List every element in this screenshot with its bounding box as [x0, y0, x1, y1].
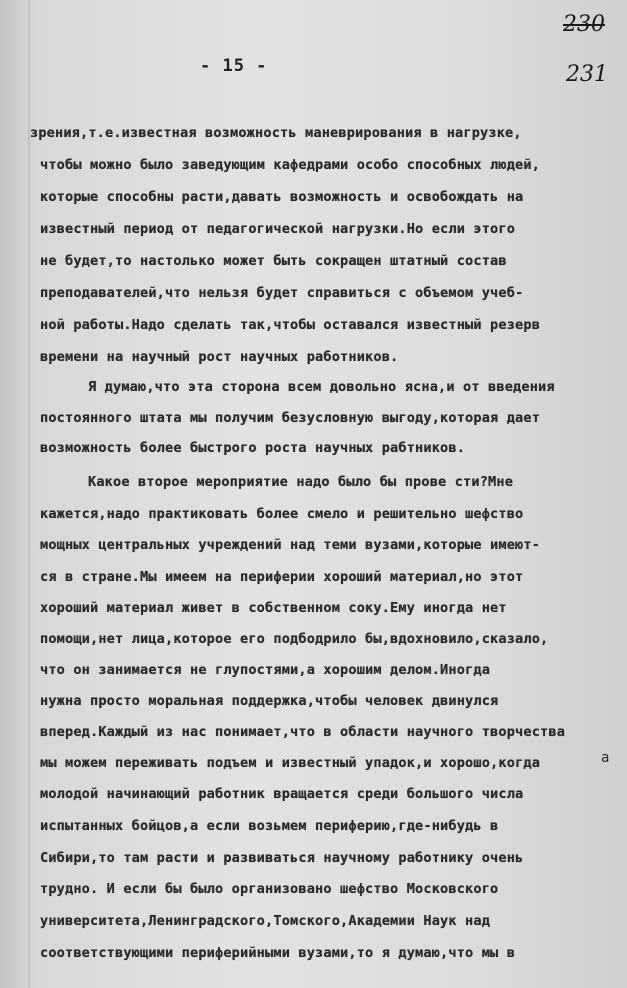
text-line: зрения,т.е.известная возможность маневрирования в нагрузке,	[30, 125, 522, 141]
text-line: Я думаю,что эта сторона всем довольно ясна,и от введения	[88, 379, 555, 395]
text-line: нужна просто моральная поддержка,чтобы человек двинулся	[40, 693, 499, 709]
text-line: трудно. И если бы было организовано шефство Московского	[40, 881, 499, 897]
text-line: ной работы.Надо сделать так,чтобы оставался известный резерв	[40, 317, 541, 333]
text-line: университета,Ленинградского,Томского,Академии Наук над	[40, 913, 491, 929]
text-line: кажется,надо практиковать более смело и решительно шефство	[40, 506, 524, 522]
text-line: соответствующими периферийными вузами,то я думаю,что мы в	[40, 945, 516, 961]
text-line: чтобы можно было заведующим кафедрами особо способных людей,	[40, 157, 541, 173]
text-line: известный период от педагогической нагрузки.Но если этого	[40, 221, 516, 237]
text-line: не будет,то настолько может быть сокращен штатный состав	[40, 253, 507, 269]
text-line: постоянного штата мы получим безусловную выгоду,которая дает	[40, 410, 541, 426]
text-line: Сибири,то там расти и развиваться научному работнику очень	[40, 850, 524, 866]
text-line: времени на научный рост научных работников.	[40, 349, 399, 365]
text-line: возможность более быстрого роста научных рабтников.	[40, 440, 466, 456]
text-line: помощи,нет лица,которое его подбодрило бы,вдохновило,сказало,	[40, 631, 549, 647]
text-line: мощных центральных учреждений над теми вузами,которые имеют-	[40, 537, 541, 553]
text-line: испытанных бойцов,а если возьмем периферию,где-нибудь в	[40, 818, 499, 834]
text-line: молодой начинающий работник вращается среди большого числа	[40, 786, 524, 802]
text-line: что он занимается не глупостями,а хорошим делом.Иногда	[40, 662, 491, 678]
text-line: которые способны расти,давать возможность и освобождать на	[40, 189, 524, 205]
text-line: ся в стране.Мы имеем на периферии хороший материал,но этот	[40, 569, 524, 585]
text-line: Какое второе мероприятие надо было бы прове сти?Мне	[88, 474, 514, 490]
page-number: - 15 -	[200, 56, 268, 76]
margin-handwritten-mark: а	[601, 750, 610, 766]
archive-number-struck: 230	[563, 12, 605, 37]
text-line: преподавателей,что нельзя будет справиться с объемом учеб-	[40, 285, 524, 301]
text-line: вперед.Каждый из нас понимает,что в области научного творчества	[40, 724, 566, 740]
text-line: мы можем переживать подъем и известный упадок,и хорошо,когда	[40, 755, 541, 771]
archive-number-current: 231	[566, 62, 608, 87]
text-line: хороший материал живет в собственном соку.Ему иногда нет	[40, 600, 507, 616]
